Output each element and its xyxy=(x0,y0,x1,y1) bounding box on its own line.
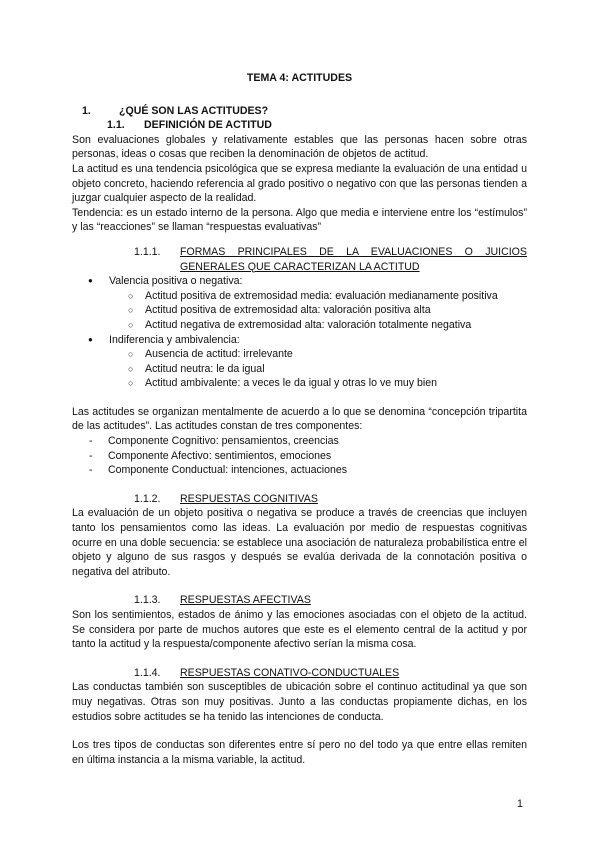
list-item: ○ Actitud positiva de extremosidad alta: valoración positiva alta xyxy=(72,303,527,318)
paragraph-conative: Las conductas también son susceptibles de ubicación sobre el continuo actitudinal ya que son muy negativas. Otras son muy positivas. Junto a las conductas propiamente dichas, en los estudios sobre actitudes se ha tenido las intenciones de conducta. xyxy=(72,681,527,723)
paragraph-affective: Son los sentimientos, estados de ánimo y las emociones asociadas con el objeto de la actitud. Se considera por parte de muchos autores que este es el elemento central de la actitud y por tanto la actitud y la respuesta/componente afectivo serían la misma cosa. xyxy=(72,609,527,651)
subsection-title: RESPUESTAS AFECTIVAS xyxy=(180,594,311,607)
subsection-number: 1.1.3. xyxy=(134,594,161,607)
subsection-number: 1.1.2. xyxy=(134,492,161,505)
subsection-number: 1.1. xyxy=(107,119,125,132)
paragraph-tendency-def: Tendencia: es un estado interno de la persona. Algo que media e interviene entre los “estímulos” y las “reacciones” se llaman “respuestas evaluativas” xyxy=(72,206,527,234)
subsection-title: RESPUESTAS COGNITIVAS xyxy=(180,492,318,505)
section-title: ¿QUÉ SON LAS ACTITUDES? xyxy=(119,104,269,117)
list-item: ○ Ausencia de actitud: irrelevante xyxy=(72,347,527,362)
list-item: ● Valencia positiva o negativa: xyxy=(72,274,527,289)
document-title: TEMA 4: ACTITUDES xyxy=(246,72,353,84)
section-number: 1. xyxy=(82,104,91,117)
valence-sublist xyxy=(72,289,527,333)
paragraph-tendency-psych: La actitud es una tendencia psicológica que se expresa mediante la evaluación de una entidad u objeto concreto, haciendo referencia al grado positivo o negativo con que las personas tienden a juzgar cualquier aspecto de la realidad. xyxy=(72,162,527,205)
list-item: - Componente Conductual: intenciones, actuaciones xyxy=(72,463,527,478)
page-content xyxy=(72,71,527,767)
section-heading-1 xyxy=(82,104,527,119)
paragraph-cognitive: La evaluación de un objeto positiva o negativa se produce a través de creencias que incluyen tanto los pensamientos como las ideas. La evaluación por medio de respuestas cognitivas ocurre en una doble secuencia: se establece una asociación de naturaleza probabilística entre el objeto y alguno de sus rasgos y después se evalúa derivada de la connotación positiva o negativa del atributo. xyxy=(72,507,527,578)
subsection-heading-1-1-1 xyxy=(134,245,527,274)
subsection-heading-1-1 xyxy=(107,118,527,133)
subsection-heading-1-1-2 xyxy=(134,492,527,507)
list-item: ○ Actitud positiva de extremosidad media: evaluación medianamente positiva xyxy=(72,289,527,304)
page-number: 1 xyxy=(517,798,523,810)
list-item: - Componente Cognitivo: pensamientos, creencias xyxy=(72,434,527,449)
subsection-title: FORMAS PRINCIPALES DE LA EVALUACIONES O JUICIOS GENERALES QUE CARACTERIZAN LA ACTITUD xyxy=(180,245,527,273)
subsection-title: DEFINICIÓN DE ACTITUD xyxy=(144,119,272,132)
list-item: ○ Actitud ambivalente: a veces le da igual y otras lo ve muy bien xyxy=(72,376,527,391)
subsection-number: 1.1.1. xyxy=(134,245,161,258)
list-item: ○ Actitud neutra: le da igual xyxy=(72,362,527,377)
evaluation-forms-list xyxy=(72,274,527,289)
paragraph-conclusion: Los tres tipos de conductas son diferentes entre sí pero no del todo ya que entre ellas remiten en última instancia a la misma variable, la actitud. xyxy=(72,739,527,766)
subsection-heading-1-1-3 xyxy=(134,593,527,608)
components-list xyxy=(72,434,527,478)
indifference-sublist xyxy=(72,347,527,391)
evaluation-forms-list-2 xyxy=(72,333,527,348)
list-item: ● Indiferencia y ambivalencia: xyxy=(72,333,527,348)
list-item: ○ Actitud negativa de extremosidad alta: valoración totalmente negativa xyxy=(72,318,527,333)
list-item: - Componente Afectivo: sentimientos, emociones xyxy=(72,449,527,464)
subsection-number: 1.1.4. xyxy=(134,666,161,679)
paragraph-tripartite: Las actitudes se organizan mentalmente de acuerdo a lo que se denomina “concepción tripartita de las actitudes”. Las actitudes constan de tres componentes: xyxy=(72,405,527,433)
paragraph-definition: Son evaluaciones globales y relativamente estables que las personas hacen sobre otras personas, ideas o cosas que reciben la denominación de objetos de actitud. xyxy=(72,133,527,161)
subsection-title: RESPUESTAS CONATIVO-CONDUCTUALES xyxy=(180,666,400,679)
subsection-heading-1-1-4 xyxy=(134,666,527,681)
